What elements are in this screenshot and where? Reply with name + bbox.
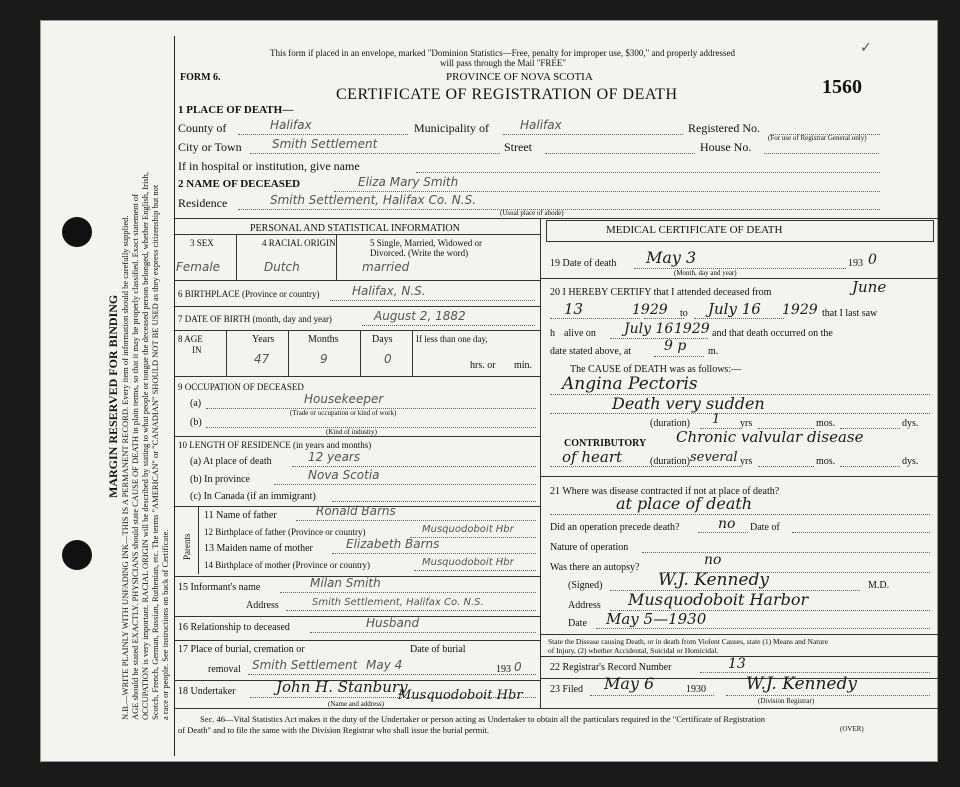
margin-divider [174,36,175,756]
to-label: to [680,308,688,319]
certify-from-day: 13 [564,300,584,318]
postal-notice: will pass through the Mail "FREE" [440,58,567,68]
age-label: IN [192,345,202,355]
cause-label: The CAUSE of DEATH was as follows:— [570,364,742,375]
birthplace-label: 6 BIRTHPLACE (Province or country) [178,289,320,299]
min-label: min. [514,360,533,371]
marital-status-label: 5 Single, Married, Widowed or [370,238,482,248]
duration-yrs-value: 1 [712,412,721,427]
death-year-written: 0 [868,252,877,268]
residence-label: Residence [178,196,228,210]
duration-label-2: (duration) [650,456,690,467]
street-label: Street [504,140,532,154]
mother-birthplace-label: 14 Birthplace of mother (Province or country) [204,560,370,570]
certify-label: 20 I HEREBY CERTIFY that I attended deceased from [550,287,772,298]
margin-note: OCCUPATION is very important. RACIAL ORIGIN will be described by stating to what people or tongue the deceased person belonged, whether English, Irish, [140,172,150,720]
contracted-label: 21 Where was disease contracted if not at place of death? [550,486,780,497]
undertaker-label: 18 Undertaker [178,686,236,697]
parents-label: Parents [182,533,192,560]
relationship-value: Husband [366,616,420,630]
informant-label: 15 Informant's name [178,582,261,593]
last-saw-label: that I last saw [822,308,878,319]
residence-value: Smith Settlement, Halifax Co. N.S. [270,193,477,207]
occupation-a: (a) [190,398,202,409]
province: PROVINCE OF NOVA SCOTIA [446,71,593,83]
informant-value: Milan Smith [310,576,381,590]
check-mark: ✓ [860,40,872,56]
undertaker-address: Musquodoboit Hbr [398,688,523,703]
postal-notice: This form if placed in an envelope, marked "Dominion Statistics—Free, penalty for improper use, $300," and properly addressed [270,48,735,58]
m-label: m. [708,346,719,357]
registrar-note: (For use of Registrar General only) [768,134,867,142]
municipality-value: Halifax [520,118,562,132]
occupation-b: (b) [190,417,202,428]
death-year-printed: 193 [848,258,863,269]
certify-from-year: 1929 [632,302,668,318]
autopsy-label: Was there an autopsy? [550,562,640,573]
days-label: Days [372,334,393,345]
dob-label: 7 DATE OF BIRTH (month, day and year) [178,314,332,324]
abode-note: (Usual place of abode) [500,209,564,217]
alive-year: 1929 [674,321,710,337]
removal-label: removal [208,664,241,675]
burial-date-value: May 4 [366,658,403,672]
contributory-label: CONTRIBUTORY [564,438,647,449]
cause-value: Angina Pectoris [562,374,698,394]
margin-note: N.B.—WRITE PLAINLY WITH UNFADING INK—THIS IS A PERMANENT RECORD. Every item of information should be carefully supplied. [120,215,130,720]
date-of-death-value: May 3 [646,248,697,267]
binding-hole [62,217,92,247]
age-label: 8 AGE [178,334,203,344]
date-of-label: Date of [750,522,780,533]
binding-hole [62,540,92,570]
age-days-value: 0 [384,352,392,366]
hrs-label: hrs. or [470,360,496,371]
autopsy-value: no [704,552,722,568]
father-name-label: 11 Name of father [204,510,277,521]
months-label: Months [308,334,339,345]
operation-value: no [718,516,736,532]
relationship-label: 16 Relationship to deceased [178,622,290,633]
nature-label: Nature of operation [550,542,629,553]
at-place-label: (a) At place of death [190,456,272,467]
footer-note: Sec. 46—Vital Statistics Act makes it the duty of the Undertaker or person acting as Undertaker to obtain all the particulars required in the "Certificate of Registration [200,714,765,724]
physician-address-value: Musquodoboit Harbor [628,590,809,609]
undertaker-note: (Name and address) [328,700,384,708]
deceased-name-value: Eliza Mary Smith [358,175,459,189]
death-occurred-label: and that death occurred on the [712,328,833,339]
informant-address-value: Smith Settlement, Halifax Co. N.S. [312,597,484,608]
birthplace-value: Halifax, N.S. [352,284,426,298]
yrs-label-2: yrs [740,456,753,467]
mos-label-2: mos. [816,456,836,467]
filed-label: 23 Filed [550,684,584,695]
mother-name-label: 13 Maiden name of mother [204,543,313,554]
removal-value: Smith Settlement [252,658,358,672]
father-birthplace-label: 12 Birthplace of father (Province or country) [204,527,366,537]
operation-label: Did an operation precede death? [550,522,680,533]
burial-year-printed: 193 [496,664,511,675]
contributory-duration: several [690,450,738,465]
marital-status-label: Divorced. (Write the word) [370,248,469,258]
age-months-value: 9 [320,352,328,366]
father-name-value: Ronald Barns [316,504,396,518]
registrar-signature: W.J. Kennedy [746,674,857,694]
margin-note: Scotch, French, German, Russian, Ruthenian, etc. The terms "AMERICAN" or "CANADIAN" SHOULD NOT BE USED as they express citizenship but not [150,184,160,720]
county-label: County of [178,121,227,135]
county-value: Halifax [270,118,312,132]
burial-year-written: 0 [514,660,522,674]
sex-value: Female [176,260,221,274]
certify-to-value: July 16 [708,300,761,318]
footer-note: of Death" and to file the same with the Division Registrar who shall issue the burial permit. [178,725,490,735]
hospital-label: If in hospital or institution, give name [178,159,360,173]
date-stated-label: date stated above, at [550,346,632,357]
in-province-label: (b) In province [190,474,250,485]
mos-label: mos. [816,418,836,429]
division-registrar-note: (Division Registrar) [758,697,815,705]
date-note: (Month, day and year) [674,269,737,277]
dob-value: August 2, 1882 [374,309,466,323]
burial-date-label: Date of burial [410,644,466,655]
death-certificate [40,20,938,762]
sex-label: 3 SEX [190,238,214,248]
record-number-value: 13 [728,656,746,672]
mother-name-value: Elizabeth Barns [346,537,440,551]
city-label: City or Town [178,140,242,154]
registered-no-label: Registered No. [688,121,760,135]
racial-origin-label: 4 RACIAL ORIGIN [262,238,336,248]
occupation-value: Housekeeper [304,392,384,406]
in-province-value: Nova Scotia [308,468,380,482]
burial-place-label: 17 Place of burial, cremation or [178,644,305,655]
less-than-day-label: If less than one day, [416,334,488,344]
form-number: FORM 6. [180,72,221,83]
margin-note: a race or people. See instructions on back of Certificate. [160,529,170,720]
date-of-death-label: 19 Date of death [550,258,617,269]
filed-year: 1930 [686,684,706,695]
residence-length-label: 10 LENGTH OF RESIDENCE (in years and months) [178,440,372,450]
years-label: Years [252,334,275,345]
industry-note: (Kind of industry) [326,428,377,436]
yrs-label: yrs [740,418,753,429]
md-label: M.D. [868,580,890,591]
time-value: 9 p [664,338,687,354]
contributory-value-2: of heart [562,448,623,466]
alive-value: July 16 [624,321,674,337]
certify-to-year: 1929 [782,302,818,318]
occupation-label: 9 OCCUPATION OF DECEASED [178,382,304,392]
filed-date-value: May 6 [604,674,655,693]
certify-from-value: June [852,278,887,296]
racial-origin-value: Dutch [264,260,300,274]
mother-birthplace-value: Musquodoboit Hbr [422,557,514,568]
marital-status-value: married [362,260,410,274]
deceased-name-label: 2 NAME OF DECEASED [178,178,301,190]
personal-heading: PERSONAL AND STATISTICAL INFORMATION [250,223,460,234]
in-canada-label: (c) In Canada (if an immigrant) [190,491,316,502]
dys-label: dys. [902,418,919,429]
municipality-label: Municipality of [414,121,489,135]
city-value: Smith Settlement [272,137,378,151]
age-years-value: 47 [254,352,270,366]
margin-title: MARGIN RESERVED FOR BINDING [106,294,120,498]
alive-prefix: h [550,328,555,339]
physician-date-label: Date [568,618,587,629]
signed-label: (Signed) [568,580,603,591]
informant-address-label: Address [246,600,279,611]
house-no-label: House No. [700,140,752,154]
occupation-note: (Trade or occupation or kind of work) [290,409,397,417]
physician-address-label: Address [568,600,601,611]
margin-note: AGE should be stated EXACTLY. PHYSICIANS should state CAUSE OF DEATH in plain terms, so that it may be properly classified. Exact statement of [130,194,140,720]
medical-note: State the Disease causing Death, or in death from Violent Causes, state (1) Means and Nature [548,637,828,646]
alive-label: alive on [564,328,596,339]
dys-label-2: dys. [902,456,919,467]
contributory-value: Chronic valvular disease [676,428,864,446]
medical-note: of Injury, (2) whether Accidental, Suicidal or Homicidal. [548,646,719,655]
physician-signature: W.J. Kennedy [658,570,769,590]
document-title: CERTIFICATE OF REGISTRATION OF DEATH [336,86,678,103]
place-of-death-heading: 1 PLACE OF DEATH— [178,104,294,116]
at-place-value: 12 years [308,450,361,464]
over-note: (OVER) [840,725,864,733]
duration-label: (duration) [650,418,690,429]
father-birthplace-value: Musquodoboit Hbr [422,524,514,535]
undertaker-value: John H. Stanbury [276,678,408,696]
contracted-value: at place of death [616,494,753,513]
record-number-label: 22 Registrar's Record Number [550,662,672,673]
physician-date-value: May 5—1930 [606,610,707,628]
cause-value-2: Death very sudden [612,394,765,413]
certificate-number: 1560 [822,76,862,98]
medical-heading: MEDICAL CERTIFICATE OF DEATH [606,224,783,236]
